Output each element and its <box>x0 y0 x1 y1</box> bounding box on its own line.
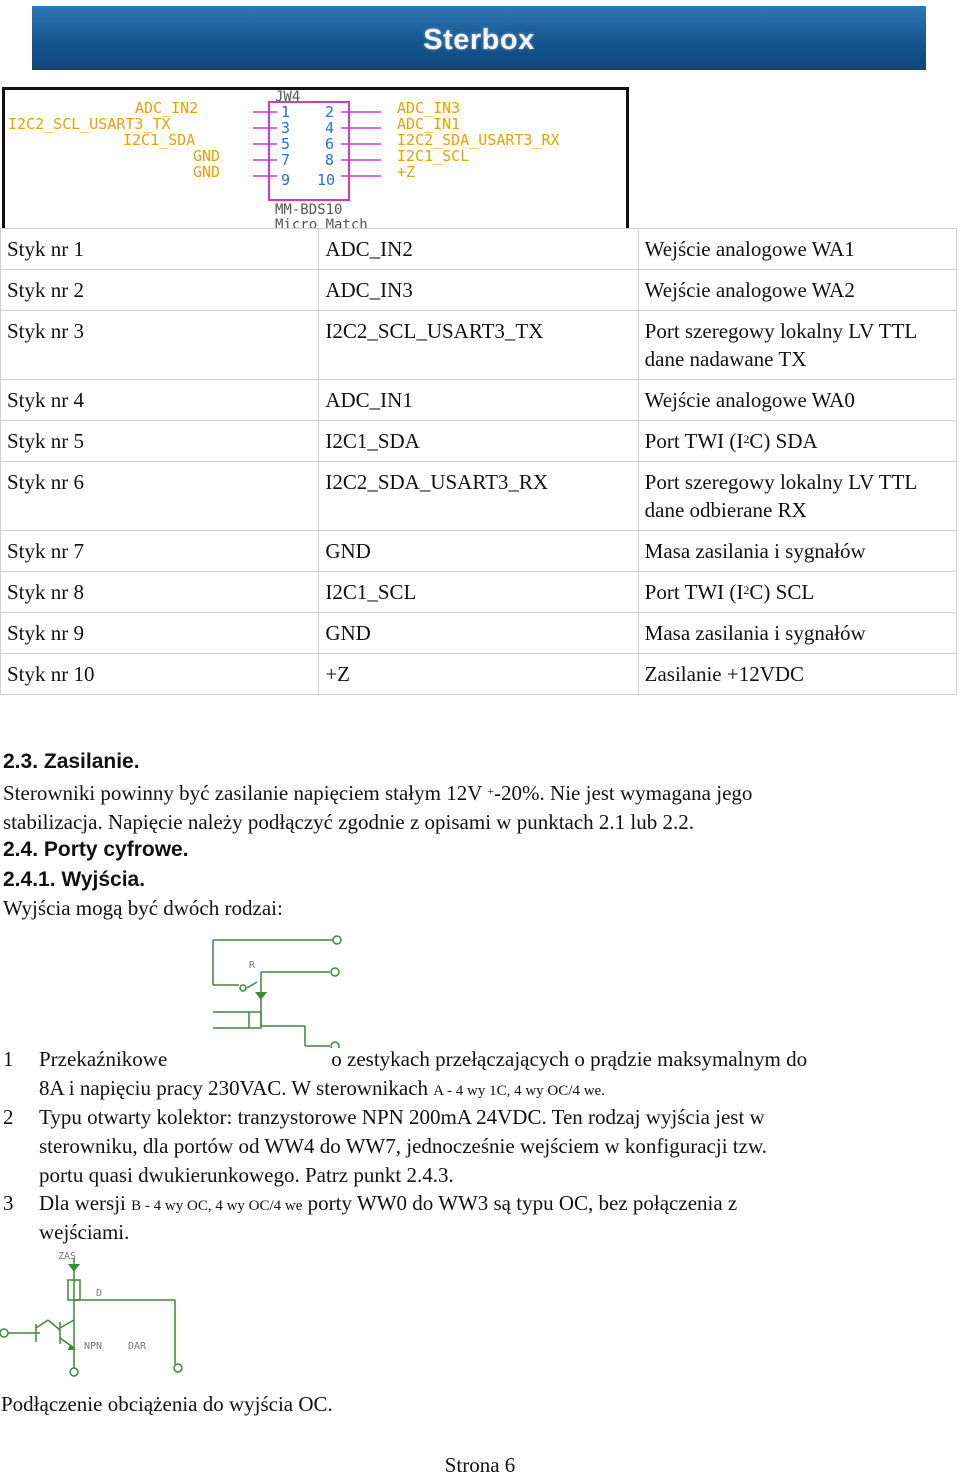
table-row <box>1 654 957 695</box>
list-text: porty WW0 do WW3 są typu OC, bez połączenia z <box>302 1191 738 1215</box>
description-cell: Wejście analogowe WA2 <box>638 270 956 311</box>
jw4-part: MM-BDS10 <box>275 202 343 218</box>
list-text-line <box>39 1189 939 1221</box>
jw4-pin-8: 8 <box>325 151 335 169</box>
oc-output-diagram <box>0 1248 190 1383</box>
section-2-4-1-intro: Wyjścia mogą być dwóch rodzai: <box>3 896 283 920</box>
table-row <box>1 421 957 462</box>
table-row <box>1 613 957 654</box>
list-text: o zestykach przełączających o prądzie maksymalnym do <box>331 1047 808 1071</box>
jw4-pin-4: 4 <box>325 119 335 137</box>
list-text-line: Typu otwarty kolektor: tranzystorowe NPN 200mA 24VDC. Ten rodzaj wyjścia jest w <box>39 1105 765 1129</box>
signal-cell: I2C2_SCL_USART3_TX <box>319 311 638 380</box>
superscript: + <box>487 784 495 798</box>
list-text: Przekaźnikowe <box>39 1047 168 1071</box>
list-text-line: wejściami. <box>39 1220 130 1244</box>
signal-cell: GND <box>319 613 638 654</box>
connector-schematic <box>2 87 629 229</box>
list-number: 3 <box>3 1191 14 1215</box>
signal-cell: GND <box>319 531 638 572</box>
signal-cell: I2C1_SCL <box>319 572 638 613</box>
description-text: Port TWI (I <box>644 429 744 453</box>
connector-schematic-drawing <box>5 90 626 229</box>
jw4-right-label-2: ADC_IN1 <box>397 115 461 133</box>
description-cell: Port szeregowy lokalny LV TTL dane odbierane RX <box>638 462 956 531</box>
jw4-name: JW4 <box>275 90 301 105</box>
jw4-left-label-1: ADC_IN2 <box>135 99 199 117</box>
oc-caption: Podłączenie obciążenia do wyjścia OC. <box>1 1392 333 1416</box>
jw4-series: Micro Match <box>275 217 368 229</box>
jw4-pin-3: 3 <box>281 119 291 137</box>
description-cell: Masa zasilania i sygnałów <box>638 613 956 654</box>
pin-cell: Styk nr 6 <box>1 462 319 531</box>
superscript: 2 <box>743 432 750 446</box>
oc-label-zas: ZAS <box>58 1251 77 1262</box>
relay-label: R <box>249 960 256 971</box>
description-text: C) SDA <box>749 429 818 453</box>
jw4-pin-6: 6 <box>325 135 335 153</box>
jw4-pin-1: 1 <box>281 103 291 121</box>
jw4-left-label-3: I2C1_SDA <box>123 131 196 149</box>
pin-cell: Styk nr 8 <box>1 572 319 613</box>
description-cell <box>638 572 956 613</box>
jw4-pin-9: 9 <box>281 171 291 189</box>
table-row <box>1 229 957 270</box>
jw4-pin-7: 7 <box>281 151 291 169</box>
signal-cell: ADC_IN2 <box>319 229 638 270</box>
list-number: 2 <box>3 1105 14 1129</box>
list-text: Dla wersji <box>39 1191 132 1215</box>
table-row <box>1 311 957 380</box>
jw4-right-label-5: +Z <box>397 163 416 181</box>
jw4-right-label-1: ADC_IN3 <box>397 99 461 117</box>
sterbox-logo: Sterbox <box>423 24 535 56</box>
table-row <box>1 462 957 531</box>
paragraph-text: Sterowniki powinny być zasilanie napięciem stałym 12V <box>3 781 488 805</box>
signal-cell: +Z <box>319 654 638 695</box>
description-cell: Port szeregowy lokalny LV TTL dane nadawane TX <box>638 311 956 380</box>
table-row <box>1 531 957 572</box>
relay-output-diagram <box>205 930 355 1048</box>
header-banner <box>32 6 926 70</box>
section-2-3-text-line-2: stabilizacja. Napięcie należy podłączyć zgodnie z opisami w punktach 2.1 lub 2.2. <box>3 810 695 834</box>
pin-cell: Styk nr 1 <box>1 229 319 270</box>
jw4-right-label-3: I2C2_SDA_USART3_RX <box>397 131 560 149</box>
paragraph-text: -20%. Nie jest wymagana jego <box>494 781 753 805</box>
table-row <box>1 380 957 421</box>
pin-cell: Styk nr 7 <box>1 531 319 572</box>
description-cell: Wejście analogowe WA0 <box>638 380 956 421</box>
signal-cell: I2C2_SDA_USART3_RX <box>319 462 638 531</box>
list-text: 8A i napięciu pracy 230VAC. W sterownikach <box>39 1076 434 1100</box>
description-cell: Masa zasilania i sygnałów <box>638 531 956 572</box>
jw4-pin-2: 2 <box>325 103 335 121</box>
pin-cell: Styk nr 5 <box>1 421 319 462</box>
description-cell: Wejście analogowe WA1 <box>638 229 956 270</box>
signal-cell: I2C1_SDA <box>319 421 638 462</box>
section-2-4-heading: 2.4. Porty cyfrowe. <box>3 838 189 861</box>
table-row <box>1 270 957 311</box>
list-item <box>3 1189 943 1249</box>
oc-label-dar: DAR <box>128 1341 147 1352</box>
list-text-small: B - 4 wy OC, 4 wy OC/4 we <box>131 1198 303 1214</box>
list-text-line: sterowniku, dla portów od WW4 do WW7, jednocześnie wejściem w konfiguracji tzw. <box>39 1134 767 1158</box>
pin-cell: Styk nr 9 <box>1 613 319 654</box>
description-cell <box>638 421 956 462</box>
section-2-3-text-line-1 <box>3 779 752 808</box>
list-text-line <box>39 1074 939 1106</box>
section-2-4-1-heading: 2.4.1. Wyjścia. <box>3 868 146 891</box>
pin-cell: Styk nr 3 <box>1 311 319 380</box>
pin-table <box>0 228 957 695</box>
description-text: C) SCL <box>749 580 815 604</box>
description-cell: Zasilanie +12VDC <box>638 654 956 695</box>
list-text-line: portu quasi dwukierunkowego. Patrz punkt 2.4.3. <box>39 1163 454 1187</box>
jw4-left-label-5: GND <box>193 163 221 181</box>
diode-icon <box>255 992 267 1000</box>
jw4-right-label-4: I2C1_SCL <box>397 147 470 165</box>
list-text-line <box>39 1045 939 1074</box>
jw4-pin-10: 10 <box>317 171 336 189</box>
oc-label-d: D <box>96 1288 103 1299</box>
list-text-small: A - 4 wy 1C, 4 wy OC/4 we. <box>433 1083 605 1099</box>
oc-label-npn: NPN <box>84 1341 103 1352</box>
pin-cell: Styk nr 4 <box>1 380 319 421</box>
list-item <box>3 1103 943 1193</box>
signal-cell: ADC_IN1 <box>319 380 638 421</box>
table-row <box>1 572 957 613</box>
superscript: 2 <box>743 583 750 597</box>
jw4-left-label-4: GND <box>193 147 221 165</box>
pin-cell: Styk nr 2 <box>1 270 319 311</box>
pin-cell: Styk nr 10 <box>1 654 319 695</box>
section-2-3-heading: 2.3. Zasilanie. <box>3 750 140 773</box>
diode-icon <box>68 1264 80 1272</box>
jw4-pin-5: 5 <box>281 135 291 153</box>
list-number: 1 <box>3 1047 14 1071</box>
signal-cell: ADC_IN3 <box>319 270 638 311</box>
jw4-left-label-2: I2C2_SCL_USART3_TX <box>8 115 171 133</box>
description-text: Port TWI (I <box>644 580 744 604</box>
page-number: Strona 6 <box>444 1453 516 1477</box>
list-item <box>3 1045 943 1105</box>
